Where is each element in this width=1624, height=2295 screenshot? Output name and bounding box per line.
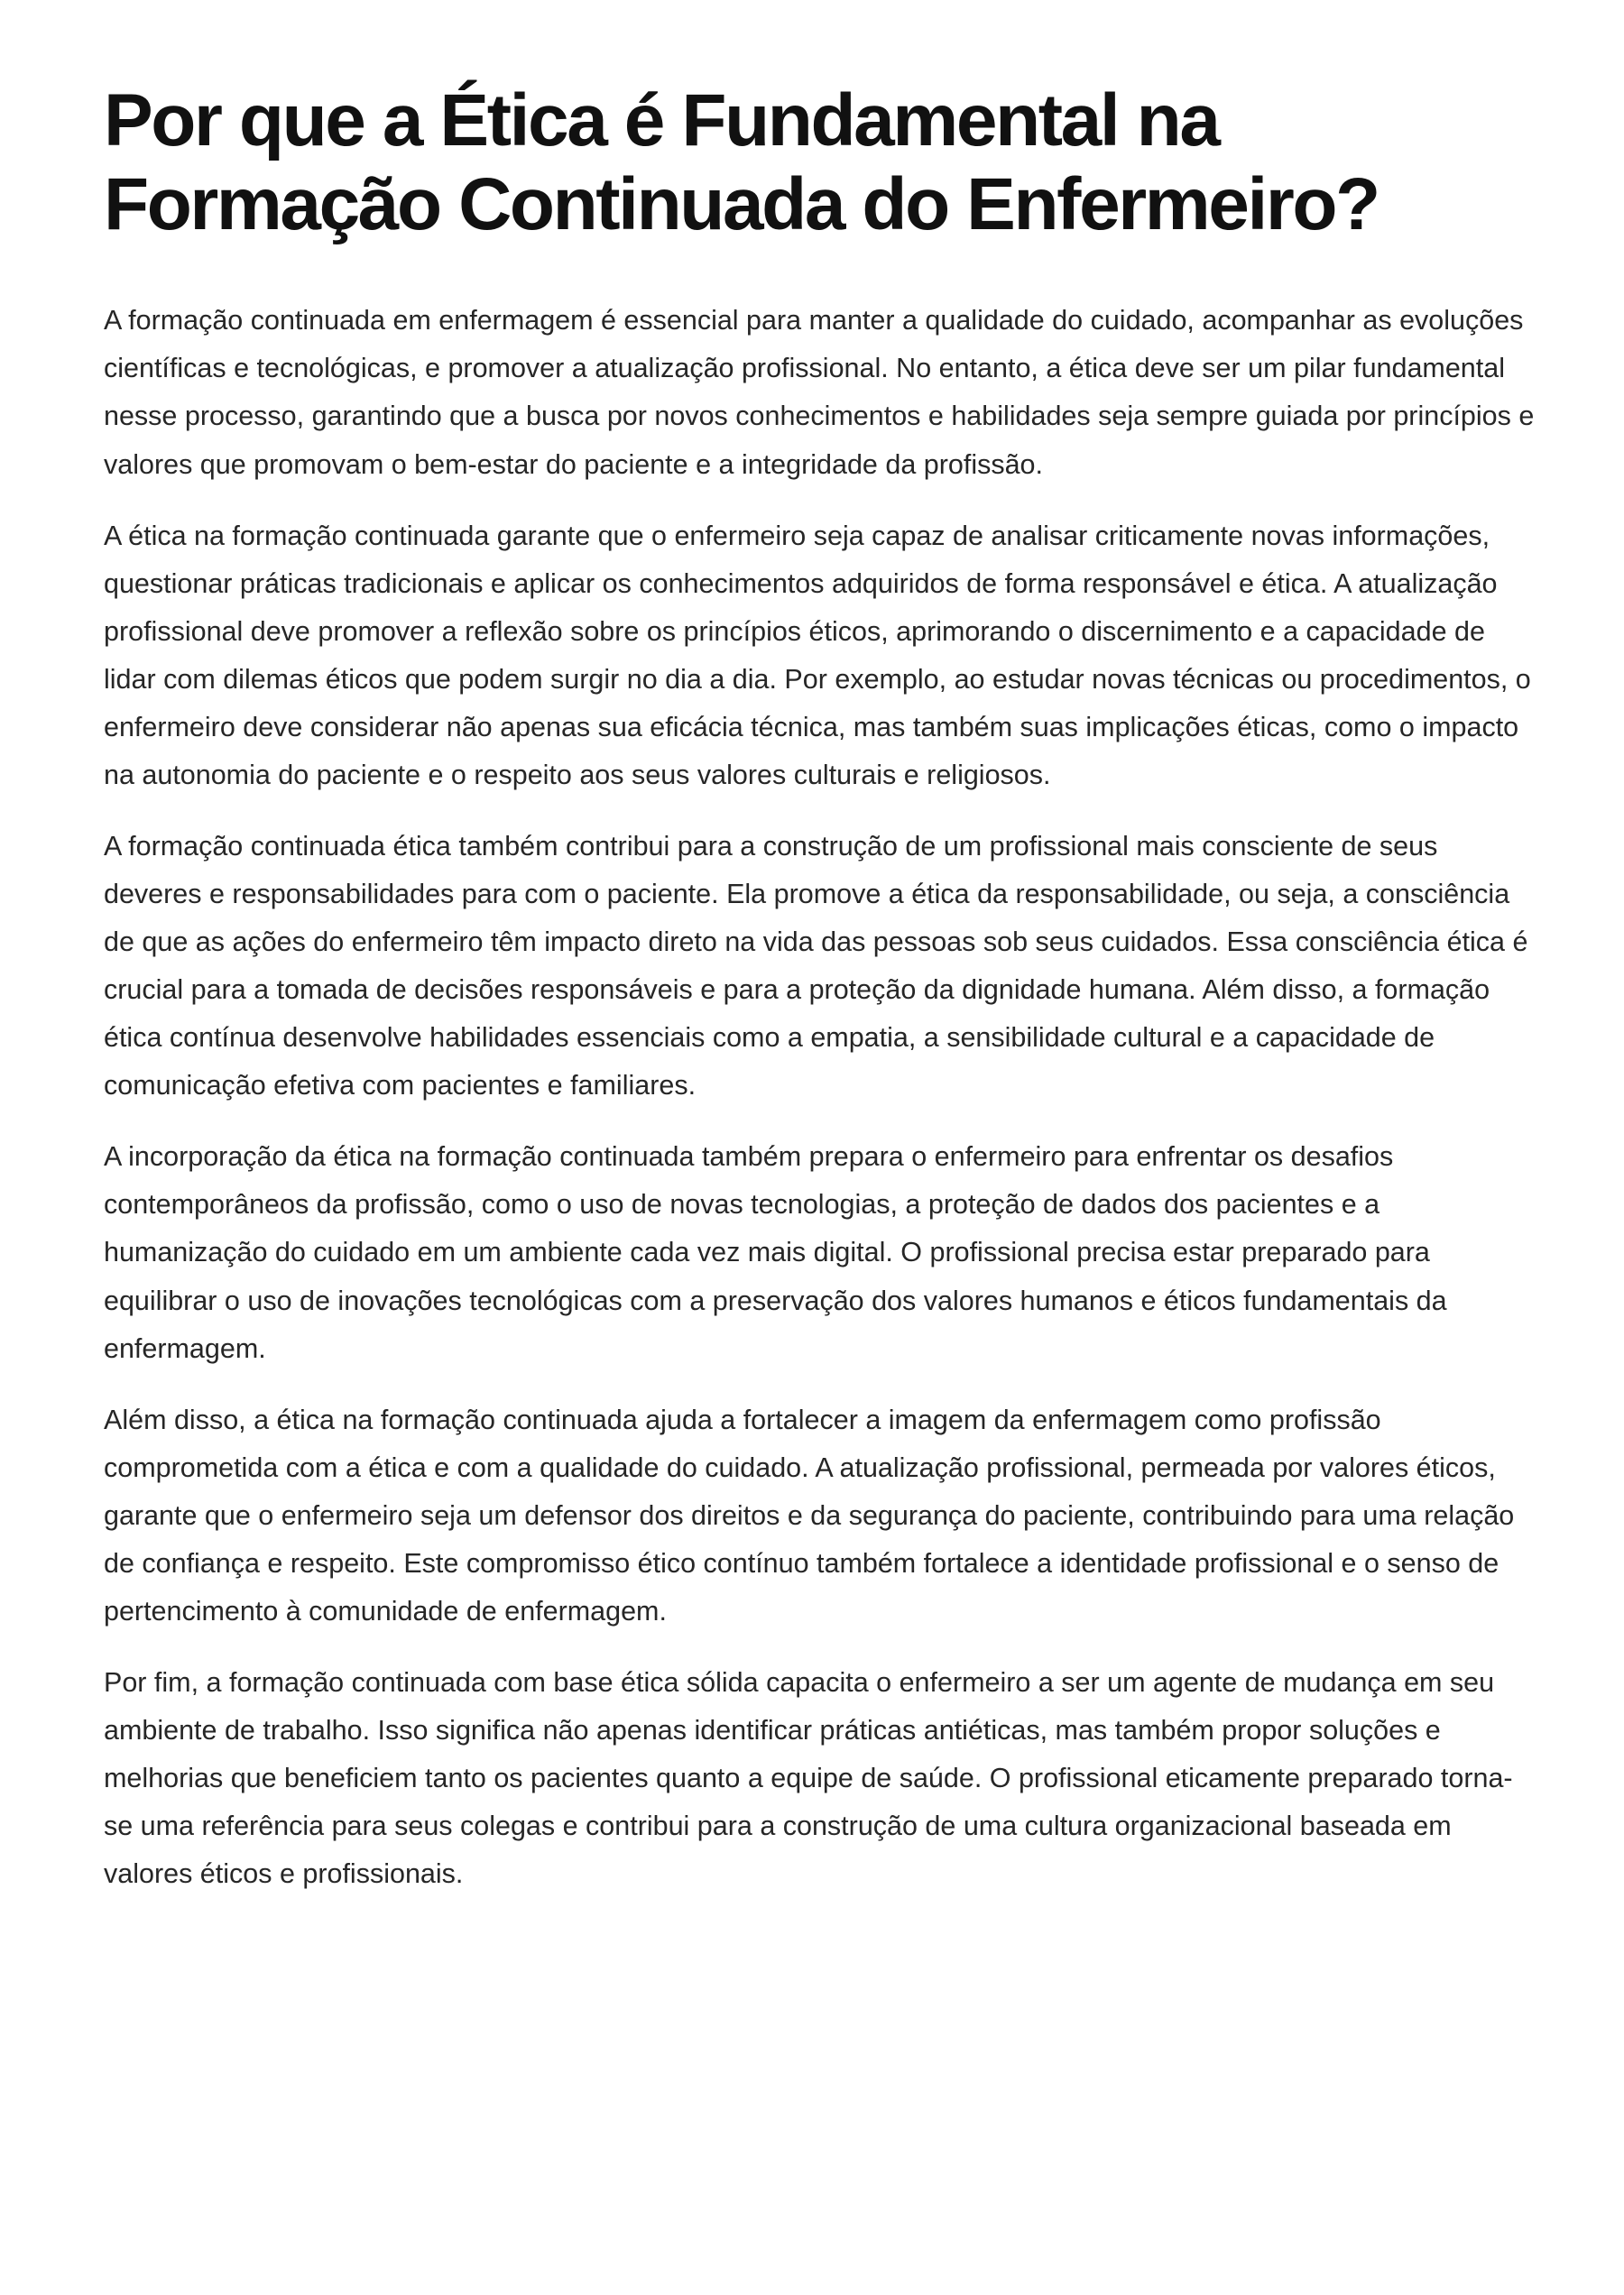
paragraph-4: A incorporação da ética na formação continuada também prepara o enfermeiro para enfrentar os desafios contemporâneos da profissão, como o uso de novas tecnologias, a proteção de dados dos pacientes e a humanização do cuidado em um ambiente cada vez mais digital. O profissional precisa estar preparado para equilibrar o uso de inovações tecnológicas com a preservação dos valores humanos e éticos fundamentais da enfermagem. [104, 1141, 1447, 1364]
page-title: Por que a Ética é Fundamental na Formação Continuada do Enfermeiro? [104, 79, 1379, 245]
paragraph-2: A ética na formação continuada garante que o enfermeiro seja capaz de analisar criticamente novas informações, questionar práticas tradicionais e aplicar os conhecimentos adquiridos de forma responsável e ética. A atualização profissional deve promover a reflexão sobre os princípios éticos, aprimorando o discernimento e a capacidade de lidar com dilemas éticos que podem surgir no dia a dia. Por exemplo, ao estudar novas técnicas ou procedimentos, o enfermeiro deve considerar não apenas sua eficácia técnica, mas também suas implicações éticas, como o impacto na autonomia do paciente e o respeito aos seus valores culturais e religiosos. [104, 520, 1531, 790]
paragraph-1: A formação continuada em enfermagem é essencial para manter a qualidade do cuidado, acompanhar as evoluções científicas e tecnológicas, e promover a atualização profissional. No entanto, a ética deve ser um pilar fundamental nesse processo, garantindo que a busca por novos conhecimentos e habilidades seja sempre guiada por princípios e valores que promovam o bem-estar do paciente e a integridade da profissão. [104, 305, 1535, 480]
paragraph-5: Além disso, a ética na formação continuada ajuda a fortalecer a imagem da enfermagem como profissão comprometida com a ética e com a qualidade do cuidado. A atualização profissional, permeada por valores éticos, garante que o enfermeiro seja um defensor dos direitos e da segurança do paciente, contribuindo para uma relação de confiança e respeito. Este compromisso ético contínuo também fortalece a identidade profissional e o senso de pertencimento à comunidade de enfermagem. [104, 1404, 1515, 1627]
document-body [104, 297, 1538, 1898]
document-page [104, 79, 1538, 1922]
paragraph-6: Por fim, a formação continuada com base ética sólida capacita o enfermeiro a ser um agente de mudança em seu ambiente de trabalho. Isso significa não apenas identificar práticas antiéticas, mas também propor soluções e melhorias que beneficiem tanto os pacientes quanto a equipe de saúde. O profissional eticamente preparado torna-se uma referência para seus colegas e contribui para a construção de uma cultura organizacional baseada em valores éticos e profissionais. [104, 1666, 1513, 1890]
paragraph-3: A formação continuada ética também contribui para a construção de um profissional mais consciente de seus deveres e responsabilidades para com o paciente. Ela promove a ética da responsabilidade, ou seja, a consciência de que as ações do enfermeiro têm impacto direto na vida das pessoas sob seus cuidados. Essa consciência ética é crucial para a tomada de decisões responsáveis e para a proteção da dignidade humana. Além disso, a formação ética contínua desenvolve habilidades essenciais como a empatia, a sensibilidade cultural e a capacidade de comunicação efetiva com pacientes e familiares. [104, 830, 1528, 1101]
